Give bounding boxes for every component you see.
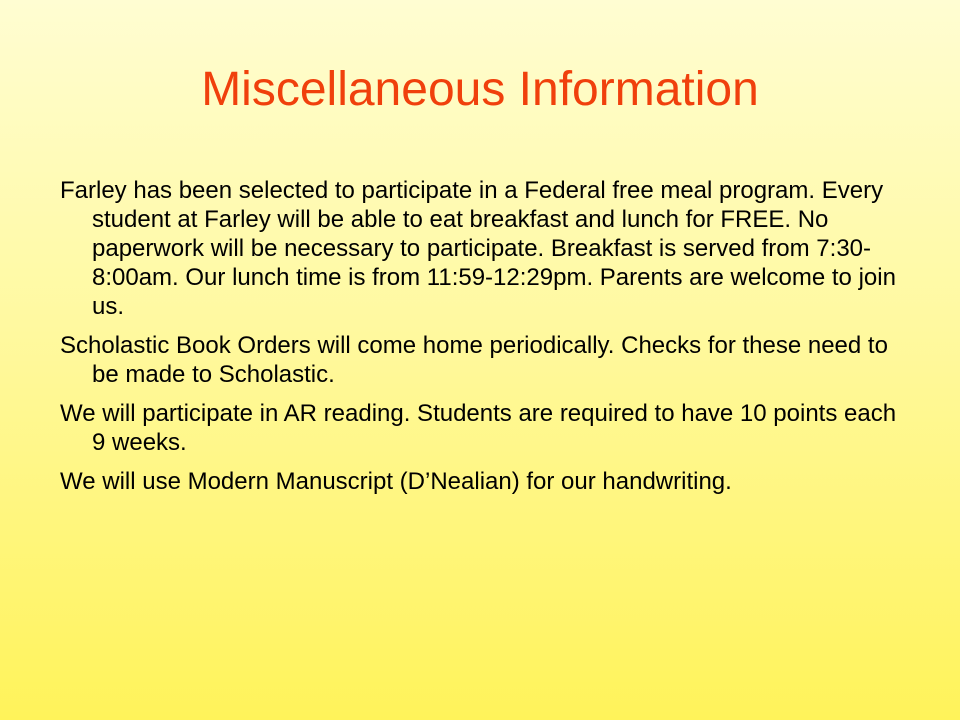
bullet-scholastic-book-orders: Scholastic Book Orders will come home periodically. Checks for these need to be made to Scholastic. (60, 332, 888, 388)
slide-body (60, 176, 910, 506)
bullet-ar-reading: We will participate in AR reading. Students are required to have 10 points each 9 weeks. (60, 400, 897, 456)
bullet-handwriting: We will use Modern Manuscript (D’Nealian) for our handwriting. (60, 468, 732, 495)
bullet-free-meal-program: Farley has been selected to participate in a Federal free meal program. Every student at Farley will be able to eat breakfast and lunch for FREE. No paperwork will be necessary to participate. Breakfast is served from 7:30-8:00am. Our lunch time is from 11:59-12:29pm. Parents are welcome to join us. (60, 177, 896, 320)
slide-title: Miscellaneous Information (201, 63, 759, 116)
